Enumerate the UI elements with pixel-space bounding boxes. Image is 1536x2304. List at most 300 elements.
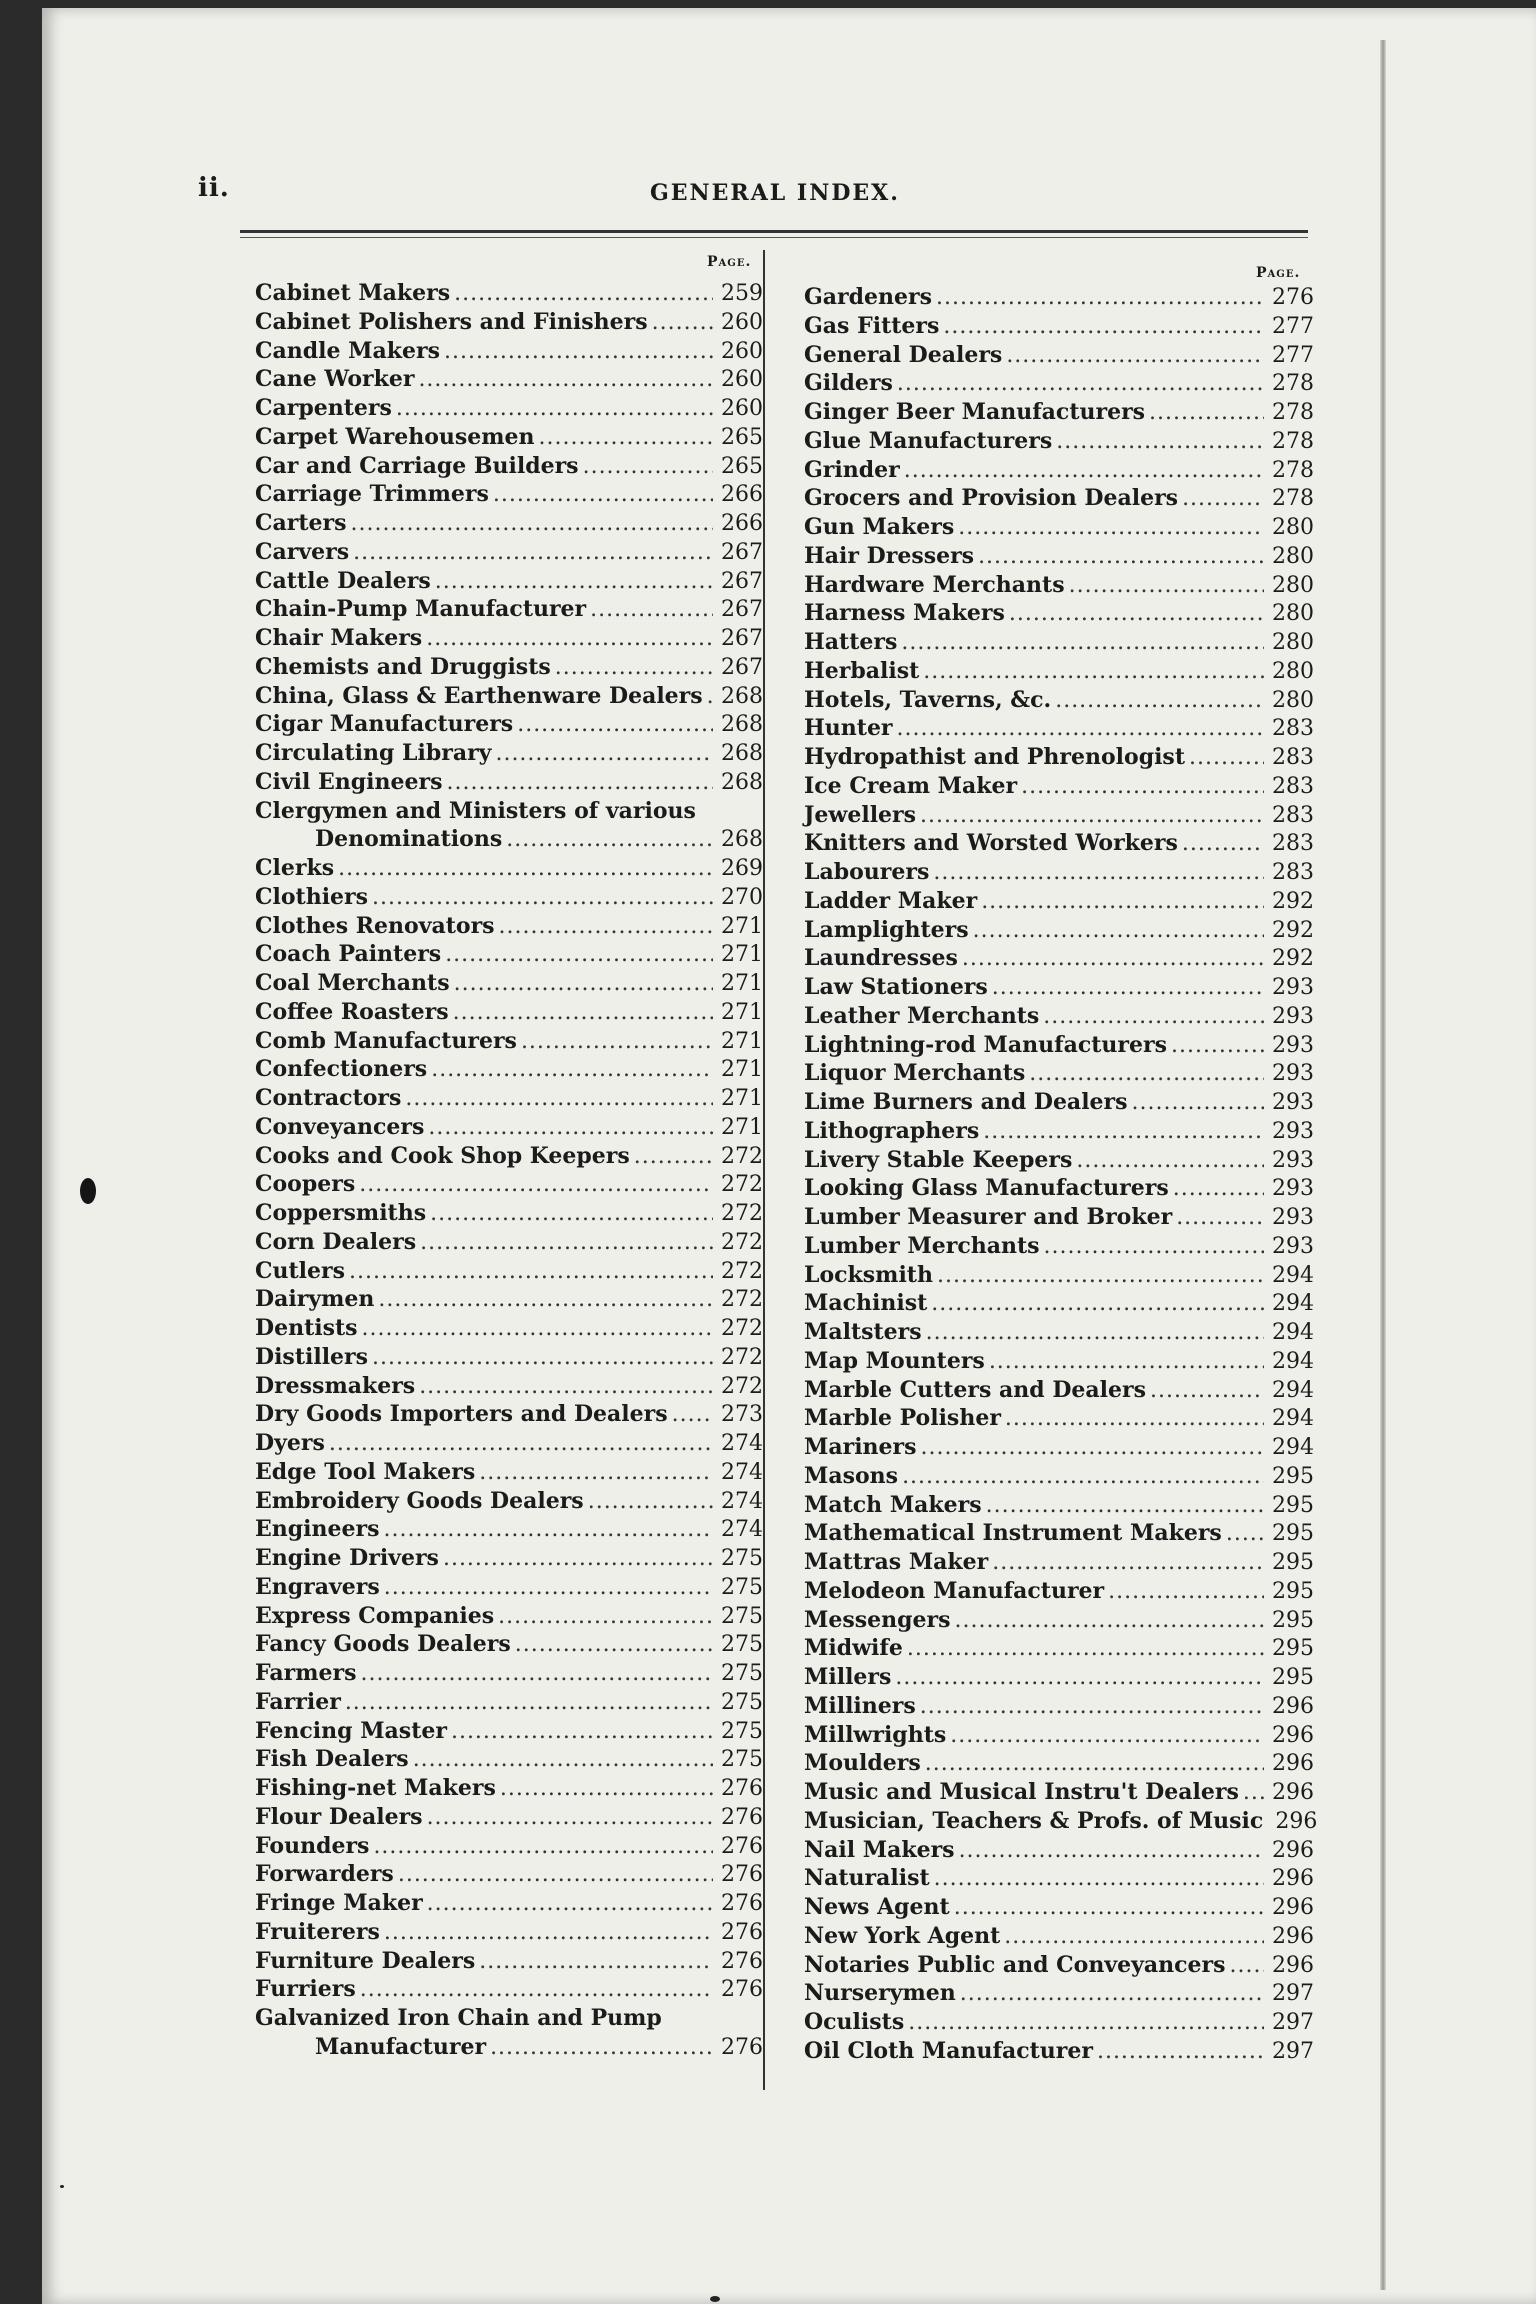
dot-leader <box>902 1463 1264 1492</box>
entry-label: Manufacturer <box>315 2033 487 2060</box>
entry-label: Lightning-rod Manufacturers <box>804 1031 1167 1058</box>
index-entry <box>255 825 763 854</box>
index-entry <box>804 1577 1314 1606</box>
index-entry <box>255 1573 763 1602</box>
index-entry <box>804 973 1314 1002</box>
entry-label: Law Stationers <box>804 974 988 1000</box>
dot-leader <box>1171 1032 1264 1061</box>
entry-page-number: 277 <box>1272 342 1314 368</box>
entry-label: Locksmith <box>804 1261 933 1288</box>
entry-label: Furriers <box>255 1976 356 2003</box>
dot-leader <box>443 1545 713 1574</box>
dot-leader <box>515 1631 713 1660</box>
dot-leader <box>904 457 1264 486</box>
entry-page-number: 296 <box>1272 1866 1314 1892</box>
entry-page-number: 293 <box>1272 1176 1314 1202</box>
entry-label: Gilders <box>804 370 893 397</box>
entry-label: Grocers and Provision Dealers <box>804 485 1179 512</box>
entry-label: Carvers <box>255 538 350 565</box>
entry-label: Glue Manufacturers <box>804 427 1053 454</box>
index-entry <box>804 858 1314 887</box>
dot-leader <box>672 1401 713 1430</box>
entry-label: Cabinet Polishers and Finishers <box>255 308 648 335</box>
dot-leader <box>453 999 713 1028</box>
dot-leader <box>353 539 713 568</box>
entry-page-number: 280 <box>1272 687 1314 713</box>
index-entry <box>255 1688 763 1717</box>
entry-label: Coopers <box>255 1171 356 1198</box>
entry-page-number: 296 <box>1272 1722 1314 1748</box>
dot-leader <box>923 658 1264 687</box>
entry-label: Hair Dressers <box>804 542 975 569</box>
index-entry <box>255 2004 763 2033</box>
entry-label: Clerks <box>255 855 335 881</box>
dot-leader <box>1182 485 1264 514</box>
index-entry <box>255 1659 763 1688</box>
dot-leader <box>521 1028 713 1057</box>
entry-label: Naturalist <box>804 1865 930 1892</box>
entry-label: Furniture Dealers <box>255 1947 476 1974</box>
index-entry <box>804 484 1314 513</box>
dot-leader <box>954 1894 1264 1923</box>
index-entry <box>255 1918 763 1947</box>
dot-leader <box>359 1171 713 1200</box>
index-entry <box>804 916 1314 945</box>
dot-leader <box>384 1919 713 1948</box>
index-entry <box>804 1462 1314 1491</box>
dot-leader <box>921 1434 1264 1463</box>
entry-label: Distillers <box>255 1343 369 1370</box>
index-entry <box>255 1257 763 1286</box>
index-entry <box>255 1170 763 1199</box>
index-entry <box>804 1088 1314 1117</box>
dot-leader <box>418 366 713 395</box>
dot-leader <box>498 1603 713 1632</box>
entry-label: Livery Stable Keepers <box>804 1146 1073 1173</box>
index-entry <box>255 1113 763 1142</box>
dot-leader <box>1189 744 1264 773</box>
entry-page-number: 292 <box>1272 917 1314 943</box>
entry-page-number: 276 <box>721 1948 763 1974</box>
index-entry <box>255 1400 763 1429</box>
dot-leader <box>427 1804 713 1833</box>
entry-label: Cane Worker <box>255 366 415 393</box>
dot-leader <box>992 1549 1264 1578</box>
dot-leader <box>931 1290 1264 1319</box>
entry-page-number: 293 <box>1272 1090 1314 1115</box>
entry-label: Galvanized Iron Chain and Pump <box>255 2005 662 2031</box>
entry-page-number: 278 <box>1272 428 1314 454</box>
index-entry <box>255 1975 763 2004</box>
entry-page-number: 274 <box>721 1459 763 1485</box>
dot-leader <box>517 711 713 740</box>
entry-label: Lumber Merchants <box>804 1232 1040 1259</box>
entry-page-number: 272 <box>721 1287 763 1313</box>
index-entry <box>804 513 1314 542</box>
index-entry <box>804 341 1314 370</box>
entry-page-number: 274 <box>721 1488 763 1514</box>
index-entry <box>804 1289 1314 1318</box>
index-entry <box>804 1491 1314 1520</box>
dot-leader <box>1230 1952 1264 1981</box>
entry-page-number: 278 <box>1272 400 1314 425</box>
index-entry <box>255 1947 763 1976</box>
entry-label: Clothiers <box>255 883 369 910</box>
dot-leader <box>426 625 713 654</box>
index-entry <box>804 1606 1314 1635</box>
dot-leader <box>907 1635 1264 1664</box>
entry-page-number: 280 <box>1272 630 1314 655</box>
dot-leader <box>958 514 1264 543</box>
dot-leader <box>943 313 1264 342</box>
entry-page-number: 295 <box>1272 1578 1314 1604</box>
entry-page-number: 280 <box>1272 515 1314 540</box>
entry-label: Conveyancers <box>255 1113 425 1140</box>
entry-page-number: 266 <box>721 511 763 536</box>
entry-page-number: 293 <box>1272 1061 1314 1087</box>
entry-page-number: 275 <box>721 1603 763 1629</box>
index-entry <box>255 1372 763 1401</box>
index-entry <box>804 1951 1314 1980</box>
index-entry <box>255 998 763 1027</box>
entry-label: Cooks and Cook Shop Keepers <box>255 1142 630 1169</box>
entry-page-number: 277 <box>1272 313 1314 339</box>
dot-leader <box>950 1722 1264 1751</box>
entry-label: Musician, Teachers & Profs. of Music <box>804 1807 1264 1834</box>
index-entry <box>255 452 763 481</box>
index-entry <box>255 2033 763 2062</box>
entry-label: Marble Cutters and Dealers <box>804 1376 1147 1403</box>
index-column-left <box>255 279 763 2062</box>
index-entry <box>255 1745 763 1774</box>
dot-leader <box>338 855 713 884</box>
dot-leader <box>384 1574 713 1603</box>
entry-label: Denominations <box>315 826 503 853</box>
entry-page-number: 268 <box>721 827 763 853</box>
index-entry <box>804 1893 1314 1922</box>
column-divider <box>763 250 765 2090</box>
dot-leader <box>897 715 1264 744</box>
entry-page-number: 294 <box>1272 1377 1314 1403</box>
index-entry <box>255 1803 763 1832</box>
entry-label: Labourers <box>804 859 930 885</box>
entry-page-number: 293 <box>1272 1003 1314 1029</box>
dot-leader <box>500 1775 713 1804</box>
entry-page-number: 272 <box>721 1201 763 1226</box>
entry-page-number: 283 <box>1272 773 1314 799</box>
entry-page-number: 276 <box>1272 285 1314 310</box>
dot-leader <box>1182 830 1264 859</box>
entry-page-number: 267 <box>721 539 763 565</box>
entry-label: Laundresses <box>804 945 958 972</box>
dot-leader <box>1029 1060 1264 1089</box>
dot-leader <box>349 1258 713 1287</box>
index-entry <box>255 509 763 538</box>
index-entry <box>255 1630 763 1659</box>
index-entry <box>255 1429 763 1458</box>
dot-leader <box>937 1262 1264 1291</box>
paper-speck <box>60 2185 64 2188</box>
index-entry <box>255 1860 763 1889</box>
dot-leader <box>396 395 713 424</box>
index-entry <box>804 1663 1314 1692</box>
dot-leader <box>490 2034 713 2063</box>
entry-page-number: 294 <box>1272 1348 1314 1374</box>
dot-leader <box>495 740 713 769</box>
entry-page-number: 295 <box>1272 1607 1314 1633</box>
entry-label: Express Companies <box>255 1602 495 1629</box>
entry-label: Chemists and Druggists <box>255 653 551 680</box>
entry-label: Contractors <box>255 1085 402 1111</box>
dot-leader <box>962 945 1264 974</box>
entry-page-number: 297 <box>1272 2010 1314 2035</box>
index-entry <box>804 944 1314 973</box>
entry-label: Gas Fitters <box>804 312 940 339</box>
index-entry <box>804 1059 1314 1088</box>
entry-page-number: 294 <box>1272 1262 1314 1288</box>
index-entry <box>255 365 763 394</box>
ink-blot <box>80 1178 96 1204</box>
entry-label: Dentists <box>255 1315 358 1341</box>
entry-label: Fruiterers <box>255 1918 380 1945</box>
entry-page-number: 295 <box>1272 1463 1314 1489</box>
index-entry <box>255 940 763 969</box>
entry-label: Forwarders <box>255 1861 394 1888</box>
dot-leader <box>925 1750 1264 1779</box>
entry-label: Notaries Public and Conveyancers <box>804 1951 1226 1978</box>
entry-label: Oil Cloth Manufacturer <box>804 2037 1093 2064</box>
entry-label: New York Agent <box>804 1922 1001 1949</box>
dot-leader <box>583 453 713 482</box>
entry-label: Confectioners <box>255 1056 428 1083</box>
entry-page-number: 293 <box>1272 1118 1314 1144</box>
dot-leader <box>345 1689 713 1718</box>
entry-label: News Agent <box>804 1894 950 1920</box>
entry-label: Fish Dealers <box>255 1746 409 1773</box>
index-entry <box>804 369 1314 398</box>
dot-leader <box>419 1373 713 1402</box>
dot-leader <box>372 1344 713 1373</box>
dot-leader <box>454 280 713 309</box>
dot-leader <box>1021 773 1264 802</box>
entry-page-number: 272 <box>721 1143 763 1169</box>
entry-label: Dairymen <box>255 1286 375 1313</box>
entry-page-number: 280 <box>1272 601 1314 627</box>
index-entry <box>255 1199 763 1228</box>
entry-label: General Dealers <box>804 341 1003 368</box>
dot-leader <box>934 1865 1264 1894</box>
entry-label: Nurserymen <box>804 1980 956 2007</box>
dot-leader <box>373 1833 713 1862</box>
entry-page-number: 297 <box>1272 1981 1314 2007</box>
entry-page-number: 275 <box>721 1574 763 1600</box>
entry-page-number: 267 <box>721 597 763 623</box>
entry-page-number: 260 <box>721 309 763 335</box>
entry-page-number: 293 <box>1272 975 1314 1000</box>
entry-label: Nail Makers <box>804 1836 955 1863</box>
index-entry <box>255 768 763 797</box>
entry-page-number: 278 <box>1272 371 1314 397</box>
index-entry <box>255 308 763 337</box>
entry-label: Engine Drivers <box>255 1545 439 1571</box>
dot-leader <box>897 370 1264 399</box>
entry-page-number: 259 <box>721 281 763 306</box>
dot-leader <box>1006 342 1264 371</box>
entry-page-number: 267 <box>721 654 763 680</box>
index-entry <box>804 456 1314 485</box>
index-entry <box>804 599 1314 628</box>
adjacent-page-edge <box>1380 40 1386 2290</box>
entry-label: Corn Dealers <box>255 1228 417 1255</box>
entry-label: Car and Carriage Builders <box>255 452 579 479</box>
dot-leader <box>1055 687 1264 716</box>
header-rule <box>240 230 1308 233</box>
dot-leader <box>634 1143 713 1172</box>
entry-page-number: 268 <box>721 712 763 738</box>
index-entry <box>804 1376 1314 1405</box>
entry-label: Ginger Beer Manufacturers <box>804 399 1146 425</box>
dot-leader <box>454 970 713 999</box>
index-entry <box>255 1055 763 1084</box>
index-entry <box>804 427 1314 456</box>
index-entry <box>255 883 763 912</box>
entry-page-number: 294 <box>1272 1435 1314 1460</box>
entry-label: Farrier <box>255 1688 341 1715</box>
entry-label: Knitters and Worsted Workers <box>804 830 1178 857</box>
entry-page-number: 296 <box>1272 1952 1314 1978</box>
index-entry <box>255 1343 763 1372</box>
index-entry <box>255 595 763 624</box>
entry-page-number: 271 <box>721 999 763 1025</box>
index-entry <box>804 398 1314 427</box>
entry-label: Masons <box>804 1462 899 1489</box>
dot-leader <box>920 802 1264 831</box>
index-entry <box>804 1634 1314 1663</box>
entry-label: Chain-Pump Manufacturer <box>255 596 587 623</box>
entry-page-number: 296 <box>1272 1780 1314 1805</box>
dot-leader <box>992 974 1264 1003</box>
dot-leader <box>427 1890 713 1919</box>
entry-label: Cabinet Makers <box>255 280 451 306</box>
entry-label: Lumber Measurer and Broker <box>804 1204 1173 1230</box>
entry-label: Ladder Maker <box>804 887 978 914</box>
dot-leader <box>978 543 1264 572</box>
index-entry <box>804 1922 1314 1951</box>
dot-leader <box>986 1492 1264 1521</box>
dot-leader <box>936 284 1264 313</box>
dot-leader <box>445 941 713 970</box>
entry-page-number: 276 <box>721 2034 763 2060</box>
index-entry <box>804 1347 1314 1376</box>
dot-leader <box>1009 600 1264 629</box>
dot-leader <box>431 1056 713 1085</box>
index-entry <box>255 710 763 739</box>
dot-leader <box>588 1488 713 1517</box>
entry-page-number: 272 <box>721 1258 763 1284</box>
entry-page-number: 268 <box>721 741 763 766</box>
dot-leader <box>959 1837 1264 1866</box>
index-entry <box>804 714 1314 743</box>
entry-label: Mariners <box>804 1434 917 1460</box>
index-entry <box>255 423 763 452</box>
entry-label: Coppersmiths <box>255 1200 427 1226</box>
entry-label: Comb Manufacturers <box>255 1027 517 1054</box>
entry-page-number: 271 <box>721 942 763 968</box>
dot-leader <box>954 1607 1264 1636</box>
entry-page-number: 294 <box>1272 1291 1314 1317</box>
entry-page-number: 267 <box>721 568 763 594</box>
entry-label: Engravers <box>255 1573 380 1600</box>
entry-page-number: 295 <box>1272 1521 1314 1547</box>
index-entry <box>255 480 763 509</box>
entry-label: Maltsters <box>804 1319 922 1345</box>
entry-label: Dyers <box>255 1430 325 1456</box>
index-entry <box>804 1261 1314 1290</box>
entry-label: Fishing-net Makers <box>255 1775 496 1801</box>
dot-leader <box>1044 1233 1264 1262</box>
dot-leader <box>1173 1175 1264 1204</box>
index-entry <box>255 1228 763 1257</box>
dot-leader <box>1076 1147 1264 1176</box>
entry-page-number: 265 <box>721 453 763 479</box>
entry-page-number: 276 <box>721 1919 763 1945</box>
entry-page-number: 265 <box>721 424 763 450</box>
index-entry <box>255 538 763 567</box>
index-entry <box>255 337 763 366</box>
dot-leader <box>933 859 1264 888</box>
page-column-header-right: Page. <box>1256 265 1301 281</box>
dot-leader <box>1243 1779 1264 1808</box>
index-column-right <box>804 283 1318 2066</box>
dot-leader <box>983 1118 1264 1147</box>
entry-page-number: 283 <box>1272 802 1314 828</box>
dot-leader <box>506 826 713 855</box>
entry-page-number: 283 <box>1272 860 1314 885</box>
page-number: ii. <box>198 173 230 203</box>
entry-page-number: 278 <box>1272 486 1314 512</box>
entry-page-number: 260 <box>721 338 763 364</box>
dot-leader <box>1150 1377 1264 1406</box>
entry-page-number: 295 <box>1272 1550 1314 1575</box>
entry-label: Ice Cream Maker <box>804 772 1018 799</box>
dot-leader <box>1132 1089 1264 1118</box>
entry-page-number: 296 <box>1272 1837 1314 1863</box>
index-entry <box>255 1458 763 1487</box>
entry-page-number: 293 <box>1272 1032 1314 1058</box>
entry-page-number: 271 <box>721 1028 763 1054</box>
entry-page-number: 271 <box>721 913 763 939</box>
entry-page-number: 283 <box>1272 831 1314 857</box>
entry-page-number: 293 <box>1272 1147 1314 1173</box>
entry-page-number: 293 <box>1272 1233 1314 1259</box>
entry-page-number: 280 <box>1272 572 1314 598</box>
entry-label: Candle Makers <box>255 337 440 364</box>
entry-label: Circulating Library <box>255 740 492 766</box>
index-entry <box>255 624 763 653</box>
index-entry <box>804 1232 1314 1261</box>
dot-leader <box>960 1980 1264 2009</box>
index-entry <box>255 1774 763 1803</box>
dot-leader <box>329 1430 713 1459</box>
entry-label: Looking Glass Manufacturers <box>804 1175 1169 1202</box>
dot-leader <box>920 1693 1264 1722</box>
index-entry <box>255 1889 763 1918</box>
index-entry <box>255 394 763 423</box>
paper-speck <box>710 2296 720 2302</box>
entry-label: Clergymen and Ministers of various <box>255 797 696 824</box>
index-entry <box>804 887 1314 916</box>
dot-leader <box>428 1114 713 1143</box>
